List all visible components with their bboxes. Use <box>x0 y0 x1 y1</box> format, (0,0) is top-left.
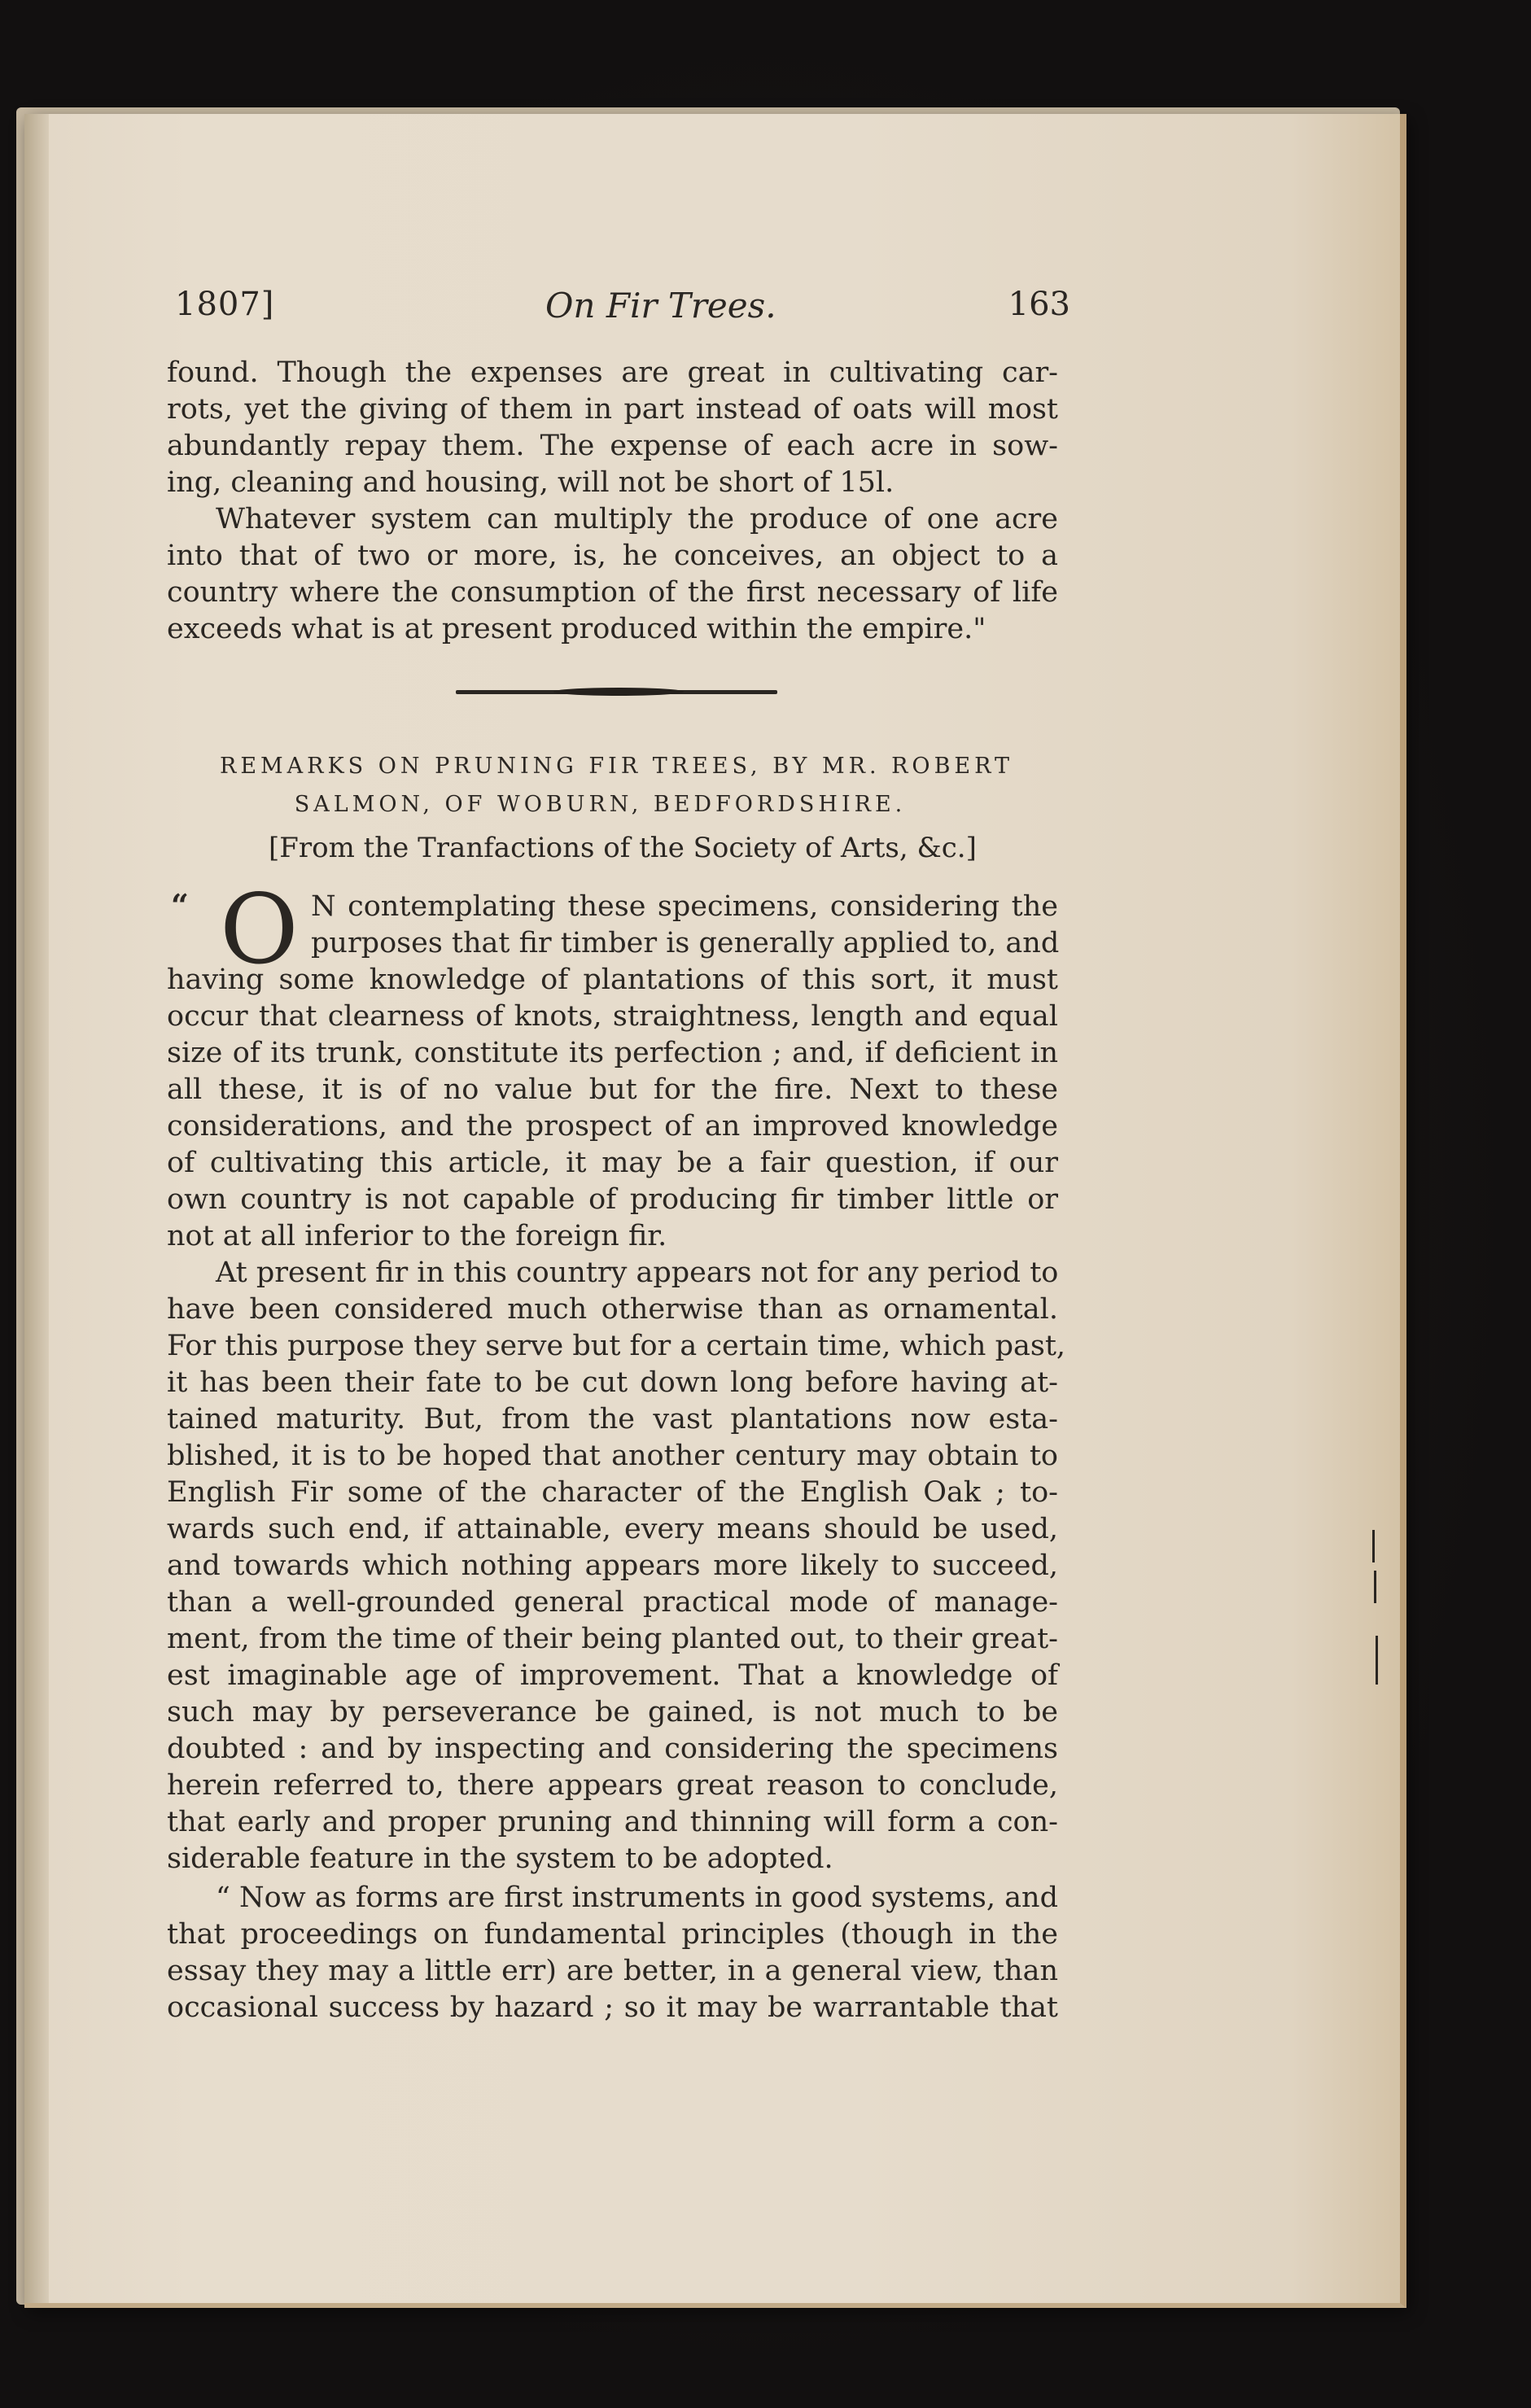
text-line: having some knowledge of plantations of this sort, it must <box>167 964 1058 996</box>
text-line: own country is not capable of producing fir timber little or <box>167 1183 1058 1216</box>
text-line: “ Now as forms are first instruments in good systems, and <box>216 1881 1058 1914</box>
text-line: have been considered much otherwise than as ornamental. <box>167 1293 1058 1326</box>
text-line: doubted : and by inspecting and considering the specimens <box>167 1733 1058 1765</box>
running-head-title: On Fir Trees. <box>545 286 776 326</box>
margin-mark <box>1376 1636 1378 1685</box>
margin-mark <box>1374 1571 1376 1603</box>
text-line: and towards which nothing appears more likely to succeed, <box>167 1549 1058 1582</box>
page-number: 163 <box>1008 286 1070 323</box>
text-line: found. Though the expenses are great in cultivating car- <box>167 356 1058 389</box>
text-line: wards such end, if attainable, every means should be used, <box>167 1513 1058 1545</box>
drop-cap: O <box>220 873 299 985</box>
section-divider-ornament <box>553 688 684 696</box>
text-line: rots, yet the giving of them in part instead of oats will most <box>167 393 1058 426</box>
text-line: English Fir some of the character of the English Oak ; to- <box>167 1476 1058 1509</box>
text-line: Whatever system can multiply the produce of one acre <box>216 503 1058 535</box>
body-paragraph-2 <box>167 1255 1066 1877</box>
margin-mark <box>1372 1530 1375 1562</box>
text-line: exceeds what is at present produced within the empire." <box>167 613 986 645</box>
text-line: not at all inferior to the foreign fir. <box>167 1220 667 1252</box>
section-heading-line-2: SALMON, OF WOBURN, BEDFORDSHIRE. <box>294 792 907 817</box>
opening-lines <box>311 889 1058 962</box>
text-line: purposes that fir timber is generally applied to, and <box>311 927 1060 959</box>
text-line: blished, it is to be hoped that another century may obtain to <box>167 1440 1058 1472</box>
top-paragraph <box>167 355 1058 648</box>
text-line: siderable feature in the system to be adopted. <box>167 1842 833 1875</box>
running-head-year: 1807] <box>175 286 275 323</box>
text-line: N contemplating these specimens, considering the <box>311 890 1058 923</box>
text-line: considerations, and the prospect of an improved knowledge <box>167 1110 1058 1143</box>
text-line: that proceedings on fundamental principles (though in the <box>167 1918 1058 1951</box>
text-line: occur that clearness of knots, straightness, length and equal <box>167 1000 1058 1033</box>
text-line: into that of two or more, is, he conceives, an object to a <box>167 540 1058 572</box>
body-paragraph-3 <box>167 1880 1058 2026</box>
text-line: occasional success by hazard ; so it may be warrantable that <box>167 1991 1058 2024</box>
text-line: country where the consumption of the first necessary of life <box>167 576 1058 609</box>
text-line: abundantly repay them. The expense of each acre in sow- <box>167 430 1058 462</box>
text-line: ing, cleaning and housing, will not be short of 15l. <box>167 466 895 499</box>
text-line: than a well-grounded general practical mode of manage- <box>167 1586 1058 1619</box>
text-line: all these, it is of no value but for the fire. Next to these <box>167 1073 1058 1106</box>
text-line: size of its trunk, constitute its perfection ; and, if deficient in <box>167 1037 1058 1069</box>
text-line: For this purpose they serve but for a certain time, which past, <box>167 1330 1066 1362</box>
opening-quote-mark: “ <box>171 887 189 924</box>
text-line: that early and proper pruning and thinning will form a con- <box>167 1806 1058 1838</box>
text-line: ment, from the time of their being planted out, to their great- <box>167 1623 1058 1655</box>
text-line: est imaginable age of improvement. That a knowledge of <box>167 1659 1058 1692</box>
text-line: herein referred to, there appears great reason to conclude, <box>167 1769 1058 1802</box>
page-gutter <box>24 114 49 2303</box>
source-note: [From the Tranfactions of the Society of Arts, &c.] <box>269 832 977 864</box>
section-heading <box>175 747 1058 824</box>
text-line: of cultivating this article, it may be a fair question, if our <box>167 1147 1058 1179</box>
text-line: essay they may a little err) are better, in a general view, than <box>167 1955 1058 1987</box>
text-line: tained maturity. But, from the vast plantations now esta- <box>167 1403 1058 1436</box>
text-line: such may by perseverance be gained, is not much to be <box>167 1696 1058 1728</box>
body-paragraph-1 <box>167 962 1058 1255</box>
text-line: At present fir in this country appears not for any period to <box>216 1256 1059 1289</box>
section-heading-line-1: REMARKS ON PRUNING FIR TREES, BY MR. ROBERT <box>220 754 1013 779</box>
running-head <box>175 286 1070 334</box>
text-line: it has been their fate to be cut down long before having at- <box>167 1366 1058 1399</box>
